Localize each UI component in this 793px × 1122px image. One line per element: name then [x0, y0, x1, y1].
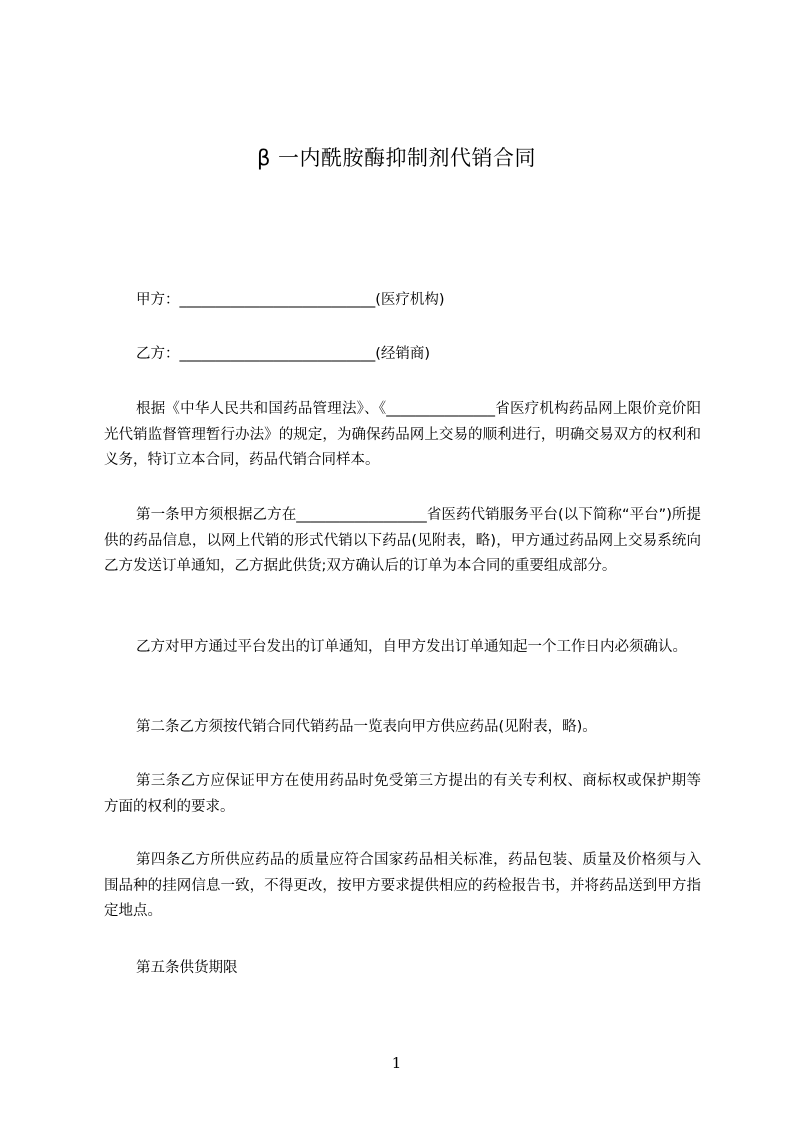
- page-number: 1: [391, 1054, 402, 1072]
- paragraph-order-confirmation: 乙方对甲方通过平台发出的订单通知，自甲方发出订单通知起一个工作日内必须确认。: [136, 639, 687, 655]
- party-a-line: 甲方：___________________________(医疗机构): [136, 292, 445, 308]
- paragraph-article-4: 第四条乙方所供应药品的质量应符合国家药品相关标准，药品包装、质量及价格须与入围品种的挂网信息一致，不得更改，按甲方要求提供相应的药检报告书，并将药品送到甲方指定地点。: [104, 852, 701, 919]
- paragraph-article-3: 第三条乙方应保证甲方在使用药品时免受第三方提出的有关专利权、商标权或保护期等方面的权利的要求。: [104, 773, 701, 815]
- party-b-line: 乙方：___________________________(经销商): [136, 346, 431, 362]
- paragraph-article-5-heading: 第五条供货期限: [136, 960, 238, 976]
- paragraph-preamble: 根据《中华人民共和国药品管理法》、《_______________省医疗机构药品网上限价竞价阳光代销监督管理暂行办法》的规定，为确保药品网上交易的顺利进行，明确交易双方的权利和义务，特订立本合同，药品代销合同样本。: [104, 401, 701, 468]
- paragraph-article-1: 第一条甲方须根据乙方在__________________省医药代销服务平台(以下简称“平台”)所提供的药品信息，以网上代销的形式代销以下药品(见附表，略)，甲方通过药品网上交易系统向乙方发送订单通知，乙方据此供货;双方确认后的订单为本合同的重要组成部分。: [104, 507, 701, 574]
- document-title: β 一内酰胺酶抑制剂代销合同: [256, 146, 537, 170]
- paragraph-article-2: 第二条乙方须按代销合同代销药品一览表向甲方供应药品(见附表，略)。: [136, 719, 597, 735]
